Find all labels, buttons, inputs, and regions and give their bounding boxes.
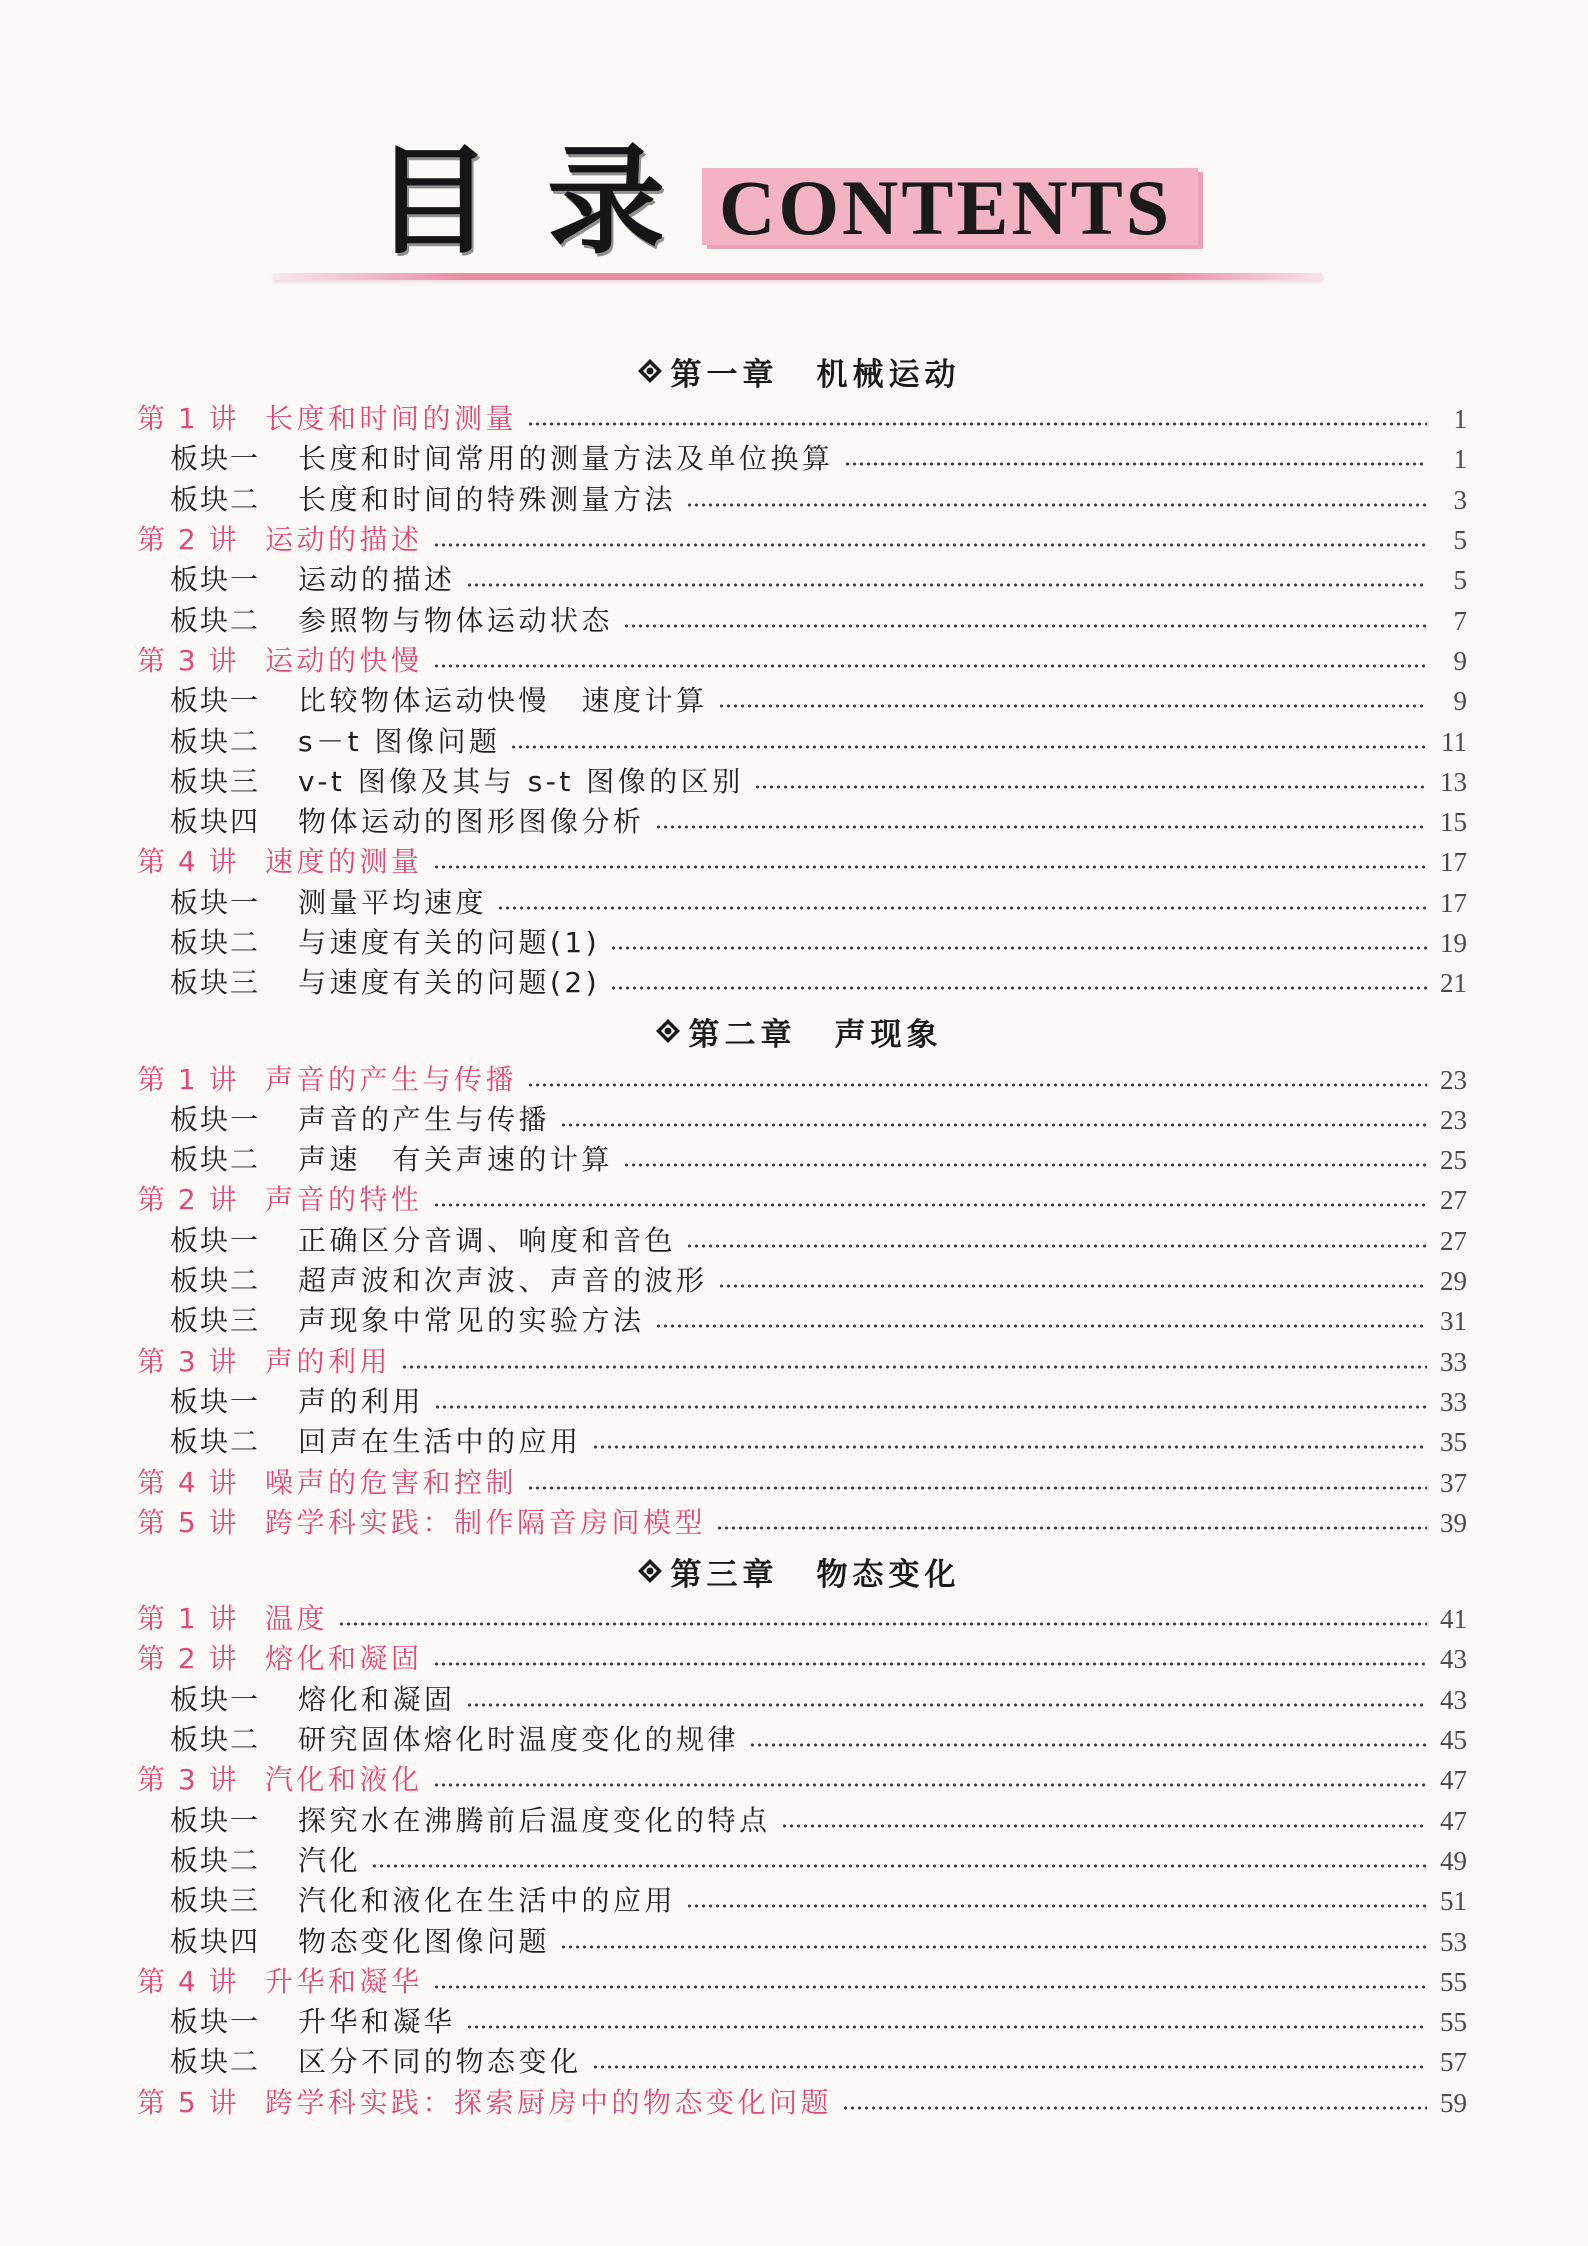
dot-leader (623, 623, 1427, 629)
diamond-bullet-icon (637, 358, 663, 384)
section-title: 与速度有关的问题(1) (298, 926, 601, 959)
page-number: 21 (1440, 968, 1467, 999)
section-label: 板块二 (170, 482, 261, 516)
dot-leader (686, 1243, 1427, 1249)
section-title: 与速度有关的问题(2) (298, 966, 601, 1000)
toc-section-row (0, 1382, 1588, 1422)
toc-section-row (0, 802, 1588, 842)
page-number: 37 (1440, 1467, 1467, 1498)
chapter-number: 第二章 (688, 1016, 797, 1053)
section-label: 板块三 (170, 1884, 261, 1918)
dot-leader (527, 1082, 1427, 1088)
page-number: 29 (1440, 1266, 1467, 1297)
lecture-title: 声音的产生与传播 (265, 1062, 518, 1096)
toc-section-row (0, 883, 1588, 923)
dot-leader (433, 864, 1427, 870)
toc-section-row (0, 1301, 1588, 1341)
chapter-name: 机械运动 (816, 356, 961, 393)
dot-leader (844, 461, 1427, 467)
dot-leader (749, 1742, 1427, 1748)
lecture-title: 长度和时间的测量 (265, 402, 518, 436)
toc-lecture-row (0, 1503, 1588, 1543)
toc-section-row (0, 439, 1588, 479)
toc-section-row (0, 681, 1588, 721)
chapter-heading (0, 343, 1588, 399)
page-number: 11 (1441, 726, 1467, 757)
toc-section-row (0, 1720, 1588, 1760)
page-number: 59 (1440, 2087, 1467, 2118)
toc-lecture-row (0, 1342, 1588, 1382)
lecture-title: 运动的描述 (265, 523, 423, 557)
page-number: 57 (1440, 2047, 1467, 2078)
toc-lecture-row (0, 399, 1588, 439)
dot-leader (655, 1323, 1427, 1329)
toc-section-row (0, 923, 1588, 963)
toc-lecture-row (0, 641, 1588, 681)
lecture-number: 第 4 讲 (137, 1465, 239, 1499)
section-label: 板块一 (170, 1384, 261, 1418)
dot-leader (754, 784, 1427, 790)
page-number: 41 (1440, 1604, 1467, 1635)
page-number: 31 (1440, 1306, 1467, 1337)
lecture-title: 温度 (265, 1602, 329, 1636)
chapter-name: 声现象 (834, 1016, 943, 1053)
toc-section-row (0, 1841, 1588, 1881)
page-number: 33 (1440, 1346, 1467, 1377)
toc-lecture-row (0, 1760, 1588, 1800)
dot-leader (401, 1364, 1427, 1370)
dot-leader (610, 985, 1427, 991)
lecture-number: 第 2 讲 (137, 523, 239, 557)
dot-leader (686, 502, 1427, 508)
page-number: 25 (1440, 1145, 1467, 1176)
title-char-lu: 录 (547, 132, 666, 270)
toc-section-row (0, 480, 1588, 520)
section-label: 板块一 (170, 1803, 261, 1837)
page-number: 39 (1440, 1507, 1467, 1538)
diamond-bullet-icon (655, 1018, 681, 1044)
lecture-number: 第 3 讲 (137, 1763, 239, 1797)
lecture-title: 速度的测量 (265, 845, 423, 879)
section-title: s－t 图像问题 (298, 724, 501, 758)
lecture-number: 第 2 讲 (137, 1183, 239, 1217)
page-number: 9 (1453, 686, 1467, 717)
toc-section-row (0, 2042, 1588, 2082)
dot-leader (686, 1903, 1427, 1909)
lecture-title: 汽化和液化 (265, 1763, 423, 1797)
section-title: 超声波和次声波、声音的波形 (298, 1264, 708, 1298)
page-number: 49 (1440, 1845, 1467, 1876)
lecture-number: 第 3 讲 (137, 643, 239, 677)
page-number: 35 (1440, 1427, 1467, 1458)
section-title: v-t 图像及其与 s-t 图像的区别 (298, 764, 744, 798)
page-number: 1 (1453, 444, 1467, 475)
dot-leader (466, 1702, 1427, 1708)
page-number: 27 (1440, 1225, 1467, 1256)
page-number: 17 (1440, 847, 1467, 878)
dot-leader (527, 421, 1427, 427)
lecture-title: 声的利用 (265, 1344, 392, 1378)
section-label: 板块一 (170, 1102, 261, 1136)
section-title: 长度和时间常用的测量方法及单位换算 (298, 442, 834, 476)
toc-section-row (0, 963, 1588, 1003)
page-number: 13 (1440, 766, 1467, 797)
dot-leader (560, 1122, 1427, 1128)
diamond-bullet-icon (637, 1558, 663, 1584)
page-number: 5 (1453, 525, 1467, 556)
toc-section-row (0, 1221, 1588, 1261)
toc-section-row (0, 721, 1588, 761)
section-label: 板块二 (170, 1425, 261, 1459)
dot-leader (592, 1444, 1427, 1450)
toc-lecture-row (0, 1180, 1588, 1220)
dot-leader (718, 1283, 1427, 1289)
section-label: 板块三 (170, 1304, 261, 1338)
section-label: 板块三 (170, 966, 261, 1000)
section-title: 正确区分音调、响度和音色 (298, 1223, 677, 1257)
toc-section-row (0, 560, 1588, 600)
lecture-title: 运动的快慢 (265, 643, 423, 677)
dot-leader (527, 1485, 1427, 1491)
lecture-title: 熔化和凝固 (265, 1642, 423, 1676)
lecture-title: 声音的特性 (265, 1183, 423, 1217)
dot-leader (433, 663, 1427, 669)
dot-leader (433, 1202, 1427, 1208)
dot-leader (610, 945, 1427, 951)
page-number: 43 (1440, 1644, 1467, 1675)
lecture-number: 第 4 讲 (137, 845, 239, 879)
toc-lecture-row (0, 842, 1588, 882)
section-title: 参照物与物体运动状态 (298, 603, 614, 637)
toc-section-row (0, 1801, 1588, 1841)
section-label: 板块二 (170, 926, 261, 959)
section-label: 板块二 (170, 2045, 261, 2079)
dot-leader (655, 824, 1427, 830)
page-number: 51 (1440, 1886, 1467, 1917)
page-number: 45 (1440, 1725, 1467, 1756)
page-number: 17 (1440, 887, 1467, 918)
lecture-number: 第 2 讲 (137, 1642, 239, 1676)
dot-leader (466, 2024, 1427, 2030)
section-title: 汽化 (298, 1843, 362, 1877)
dot-leader (716, 1525, 1427, 1531)
page-number: 43 (1440, 1684, 1467, 1715)
toc-section-row (0, 1680, 1588, 1720)
page-number: 5 (1453, 565, 1467, 596)
section-label: 板块一 (170, 885, 261, 919)
section-title: 区分不同的物态变化 (298, 2045, 582, 2079)
dot-leader (433, 1782, 1427, 1788)
page-number: 47 (1440, 1765, 1467, 1796)
section-title: 升华和凝华 (298, 2005, 456, 2039)
section-title: 测量平均速度 (298, 885, 488, 919)
section-label: 板块二 (170, 1723, 261, 1757)
lecture-number: 第 4 讲 (137, 1964, 239, 1998)
dot-leader (434, 1404, 1427, 1410)
toc-lecture-row (0, 520, 1588, 560)
toc-lecture-row (0, 2083, 1588, 2123)
section-title: 熔化和凝固 (298, 1682, 456, 1716)
toc-section-row (0, 600, 1588, 640)
dot-leader (560, 1944, 1427, 1950)
section-label: 板块二 (170, 603, 261, 637)
section-title: 声速 有关声速的计算 (298, 1143, 614, 1177)
page-number: 15 (1440, 807, 1467, 838)
section-title: 汽化和液化在生活中的应用 (298, 1884, 677, 1918)
section-label: 板块一 (170, 1223, 261, 1257)
dot-leader (842, 2105, 1427, 2111)
chapter-name: 物态变化 (816, 1556, 961, 1593)
title-underline (273, 273, 1323, 280)
section-label: 板块二 (170, 1143, 261, 1177)
section-title: 物体运动的图形图像分析 (298, 805, 645, 839)
lecture-title: 升华和凝华 (265, 1964, 423, 1998)
lecture-title: 跨学科实践：制作隔音房间模型 (265, 1505, 707, 1539)
dot-leader (433, 1661, 1427, 1667)
dot-leader (781, 1823, 1427, 1829)
page-number: 7 (1453, 605, 1467, 636)
dot-leader (718, 703, 1427, 709)
section-label: 板块四 (170, 1924, 261, 1958)
page-number: 1 (1453, 404, 1467, 435)
toc-section-row (0, 2002, 1588, 2042)
section-label: 板块二 (170, 1264, 261, 1298)
contents-label: CONTENTS (719, 164, 1173, 251)
lecture-number: 第 5 讲 (137, 2085, 239, 2119)
toc-lecture-row (0, 1962, 1588, 2002)
section-label: 板块一 (170, 563, 261, 597)
title-char-mu: 目 (374, 132, 493, 270)
page-number: 3 (1453, 484, 1467, 515)
dot-leader (623, 1162, 1427, 1168)
section-title: 长度和时间的特殊测量方法 (298, 482, 677, 516)
page-number: 47 (1440, 1805, 1467, 1836)
dot-leader (371, 1863, 1427, 1869)
contents-label-band (702, 164, 1198, 251)
section-title: 探究水在沸腾前后温度变化的特点 (298, 1803, 771, 1837)
lecture-number: 第 1 讲 (137, 1602, 239, 1636)
toc-section-row (0, 762, 1588, 802)
toc-section-row (0, 1422, 1588, 1462)
page-number: 33 (1440, 1386, 1467, 1417)
section-title: 研究固体熔化时温度变化的规律 (298, 1723, 740, 1757)
lecture-title: 跨学科实践：探索厨房中的物态变化问题 (265, 2085, 833, 2119)
toc-section-row (0, 1100, 1588, 1140)
dot-leader (433, 1984, 1427, 1990)
page-number: 55 (1440, 2007, 1467, 2038)
page-number: 23 (1440, 1104, 1467, 1135)
toc-lecture-row (0, 1059, 1588, 1099)
dot-leader (592, 2064, 1427, 2070)
page-number: 19 (1440, 928, 1467, 958)
section-title: 比较物体运动快慢 速度计算 (298, 684, 708, 718)
section-label: 板块一 (170, 442, 261, 476)
lecture-number: 第 5 讲 (137, 1505, 239, 1539)
toc-lecture-row (0, 1639, 1588, 1679)
section-label: 板块二 (170, 724, 261, 758)
chapter-number: 第一章 (670, 356, 779, 393)
toc-section-row (0, 1140, 1588, 1180)
chapter-heading (0, 1003, 1588, 1059)
section-title: 回声在生活中的应用 (298, 1425, 582, 1459)
dot-leader (338, 1621, 1427, 1627)
dot-leader (466, 582, 1427, 588)
page-number: 9 (1453, 645, 1467, 676)
section-title: 声的利用 (298, 1384, 425, 1418)
section-title: 声音的产生与传播 (298, 1102, 551, 1136)
table-of-contents (0, 343, 1588, 2123)
section-label: 板块一 (170, 2005, 261, 2039)
page-number: 27 (1440, 1185, 1467, 1216)
lecture-number: 第 1 讲 (137, 402, 239, 436)
toc-lecture-row (0, 1599, 1588, 1639)
section-label: 板块一 (170, 1682, 261, 1716)
chapter-number: 第三章 (670, 1556, 779, 1593)
section-title: 物态变化图像问题 (298, 1924, 551, 1958)
section-title: 声现象中常见的实验方法 (298, 1304, 645, 1338)
section-label: 板块四 (170, 805, 261, 839)
lecture-number: 第 3 讲 (137, 1344, 239, 1378)
toc-section-row (0, 1881, 1588, 1921)
toc-section-row (0, 1921, 1588, 1961)
section-title: 运动的描述 (298, 563, 456, 597)
chapter-heading (0, 1543, 1588, 1599)
section-label: 板块三 (170, 764, 261, 798)
lecture-title: 噪声的危害和控制 (265, 1465, 518, 1499)
page-number: 53 (1440, 1926, 1467, 1957)
section-label: 板块二 (170, 1843, 261, 1877)
dot-leader (497, 905, 1427, 911)
toc-lecture-row (0, 1462, 1588, 1502)
dot-leader (433, 542, 1427, 548)
lecture-number: 第 1 讲 (137, 1062, 239, 1096)
toc-section-row (0, 1261, 1588, 1301)
section-label: 板块一 (170, 684, 261, 718)
page-number: 55 (1440, 1966, 1467, 1997)
page-number: 23 (1440, 1064, 1467, 1095)
dot-leader (510, 744, 1427, 750)
